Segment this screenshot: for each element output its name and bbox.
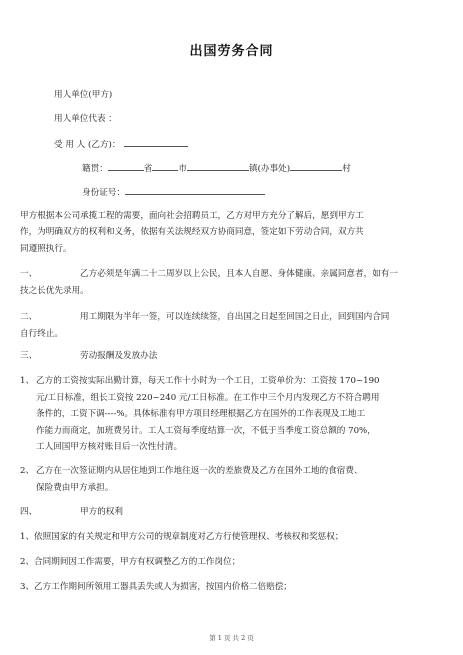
employee-row: [54, 137, 188, 151]
clause3-number: 三、: [20, 351, 38, 361]
clause1-line: 乙方必须是年满二十二周岁以上公民，且本人自愿、身体健康、亲属同意者，如有一: [80, 269, 398, 279]
id-row: [82, 185, 265, 199]
native-place-row: [82, 161, 351, 175]
employer-rep-label: 用人单位代表 ：: [54, 114, 117, 124]
clause3-item-number: 2、: [20, 466, 35, 476]
province-label: 省: [143, 164, 153, 174]
village-blank[interactable]: [290, 161, 342, 171]
clause4-number: 四、: [20, 507, 38, 517]
province-blank[interactable]: [108, 161, 144, 171]
document-title: 出国劳务合同: [189, 44, 274, 59]
town-label: 镇(办事处): [249, 164, 291, 174]
city-label: 市: [178, 164, 188, 174]
clause3-item-line: 作能力而商定，加班费另计。工人工资每季度结算一次，不低于当季度工资总额的 70%，: [36, 426, 376, 436]
town-blank[interactable]: [187, 161, 249, 171]
clause2-number: 二、: [20, 312, 38, 322]
clause4-item: 1、依照国家的有关规定和甲方公司的规章制度对乙方行使管理权、考核权和奖惩权；: [20, 532, 344, 542]
employer-unit-label: 用人单位(甲方): [54, 90, 113, 100]
employee-label: 受 用 人 (乙方)：: [54, 140, 121, 150]
native-place-prefix: 籍贯：: [82, 164, 108, 174]
village-label: 村: [342, 164, 351, 174]
intro-line: 作，为明确双方的权利和义务，依据有关法规经双方协商同意，签定如下劳动合同，双方共: [20, 227, 364, 237]
clause3-item-line: 乙方在一次签证期内从居住地到工作地往返一次的差旅费及乙方在国外工地的食宿费、: [36, 466, 363, 476]
id-label: 身份证号：: [82, 188, 125, 198]
page-footer: 第 1 页 共 2 页: [209, 634, 254, 642]
clause1-number: 一、: [20, 269, 38, 279]
clause4-heading: 甲方的权利: [80, 507, 123, 517]
clause3-item-line: 乙方的工资按实际出勤计算，每天工作十小时为一个工日，工资单价为：工资按 170~190: [36, 376, 380, 386]
city-blank[interactable]: [152, 161, 178, 171]
intro-line: 甲方根据本公司承揽工程的需要，面向社会招聘员工，乙方对甲方充分了解后，愿到甲方工: [20, 211, 364, 221]
clause4-item: 2、合同期间因工作需要，甲方有权调整乙方的工作岗位；: [20, 557, 241, 567]
clause3-heading: 劳动报酬及发放办法: [80, 351, 158, 361]
clause3-item-number: 1、: [20, 376, 35, 386]
id-blank[interactable]: [125, 185, 265, 195]
clause3-item-line: 保险费由甲方承担。: [36, 483, 114, 493]
clause4-item: 3、乙方工作期间所领用工器具丢失或人为损害，按国内价格二倍赔偿；: [20, 582, 292, 592]
clause3-item-line: 条件的，工资下调----%。具体标准有甲方项目经理根据乙方在国外的工作表现及工地工: [36, 409, 366, 419]
clause3-item-line: 元/工日标准，组长工资按 220~240 元/工日标准。在工作中三个月内发现乙方不符合聘用: [36, 393, 380, 403]
clause1-line: 技之长优先录用。: [20, 286, 89, 296]
clause2-line: 自行终止。: [20, 329, 63, 339]
employee-blank[interactable]: [124, 137, 188, 147]
intro-line: 同遵照执行。: [20, 244, 72, 254]
clause2-line: 用工期限为半年一签，可以连续续签，自出国之日起至回国之日止，回到国内合同: [80, 312, 390, 322]
clause3-item-line: 工人回国甲方核对账目后一次性付清。: [36, 442, 183, 452]
